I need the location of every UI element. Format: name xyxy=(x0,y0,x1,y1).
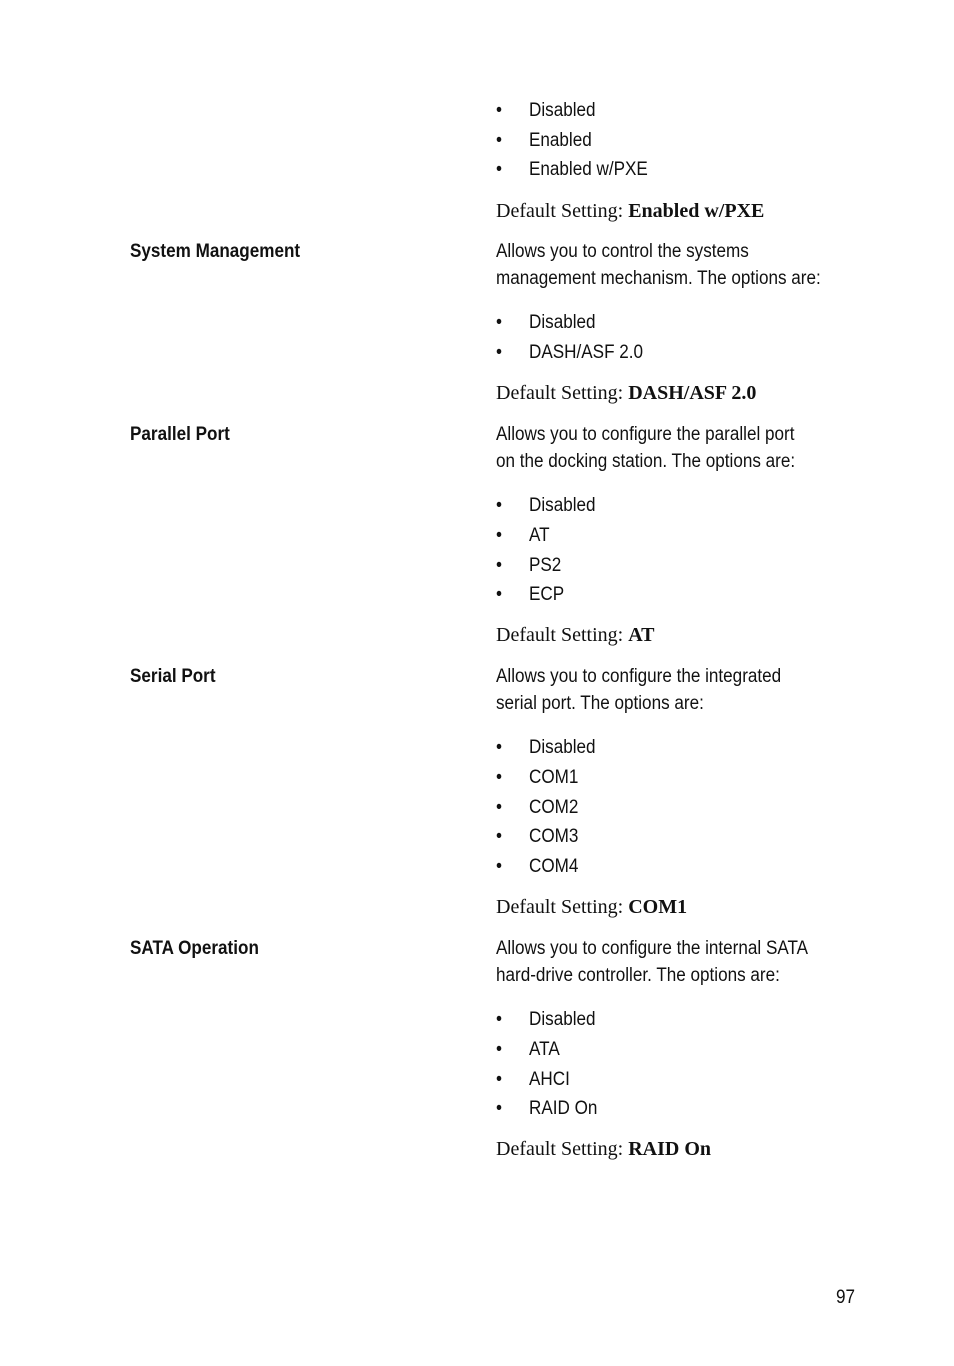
bullet: • xyxy=(496,555,502,576)
option-item: Disabled xyxy=(529,737,596,758)
option-item: COM3 xyxy=(529,826,579,847)
bullet: • xyxy=(496,495,502,516)
default-value: COM1 xyxy=(628,896,688,918)
setting-description-line: Allows you to configure the internal SATA xyxy=(496,938,809,959)
default-value: DASH/ASF 2.0 xyxy=(628,382,757,404)
option-item: PS2 xyxy=(529,555,562,576)
bullet: • xyxy=(496,159,502,180)
bullet: • xyxy=(496,767,502,788)
option-item: AHCI xyxy=(529,1069,570,1090)
bullet: • xyxy=(496,312,502,333)
option-item: COM1 xyxy=(529,767,579,788)
bullet: • xyxy=(496,342,502,363)
default-prefix: Default Setting: xyxy=(496,1138,624,1160)
bullet: • xyxy=(496,856,502,877)
setting-description-line: on the docking station. The options are: xyxy=(496,451,796,472)
setting-label: Serial Port xyxy=(130,666,216,687)
bullet: • xyxy=(496,1069,502,1090)
default-setting xyxy=(496,382,756,405)
page-number: 97 xyxy=(836,1287,856,1308)
setting-description-line: serial port. The options are: xyxy=(496,693,704,714)
default-setting xyxy=(496,200,764,223)
default-value: Enabled w/PXE xyxy=(628,200,765,222)
option-item: Disabled xyxy=(529,1009,596,1030)
setting-description-line: Allows you to control the systems xyxy=(496,241,749,262)
option-item: Disabled xyxy=(529,312,596,333)
bullet: • xyxy=(496,1039,502,1060)
setting-label: SATA Operation xyxy=(130,938,259,959)
bullet: • xyxy=(496,100,502,121)
default-value: AT xyxy=(628,624,655,646)
option-item: RAID On xyxy=(529,1098,598,1119)
option-item: ECP xyxy=(529,584,565,605)
option-item: COM2 xyxy=(529,797,579,818)
bullet: • xyxy=(496,1098,502,1119)
setting-label: System Management xyxy=(130,241,301,262)
default-value: RAID On xyxy=(628,1138,711,1160)
setting-description-line: hard-drive controller. The options are: xyxy=(496,965,780,986)
option-item: DASH/ASF 2.0 xyxy=(529,342,644,363)
option-item: ATA xyxy=(529,1039,560,1060)
option-item: AT xyxy=(529,525,550,546)
default-prefix: Default Setting: xyxy=(496,896,624,918)
default-prefix: Default Setting: xyxy=(496,382,624,404)
option-item: Enabled w/PXE xyxy=(529,159,648,180)
bullet: • xyxy=(496,130,502,151)
option-item: Enabled xyxy=(529,130,592,151)
setting-description-line: management mechanism. The options are: xyxy=(496,268,821,289)
setting-label: Parallel Port xyxy=(130,424,230,445)
setting-description-line: Allows you to configure the parallel port xyxy=(496,424,795,445)
option-item: Disabled xyxy=(529,100,596,121)
bullet: • xyxy=(496,1009,502,1030)
default-setting xyxy=(496,1138,711,1161)
bullet: • xyxy=(496,797,502,818)
setting-description-line: Allows you to configure the integrated xyxy=(496,666,782,687)
default-setting xyxy=(496,624,655,647)
bullet: • xyxy=(496,584,502,605)
bullet: • xyxy=(496,737,502,758)
option-item: COM4 xyxy=(529,856,579,877)
bullet: • xyxy=(496,826,502,847)
option-item: Disabled xyxy=(529,495,596,516)
default-prefix: Default Setting: xyxy=(496,200,624,222)
bullet: • xyxy=(496,525,502,546)
default-setting xyxy=(496,896,687,919)
default-prefix: Default Setting: xyxy=(496,624,624,646)
